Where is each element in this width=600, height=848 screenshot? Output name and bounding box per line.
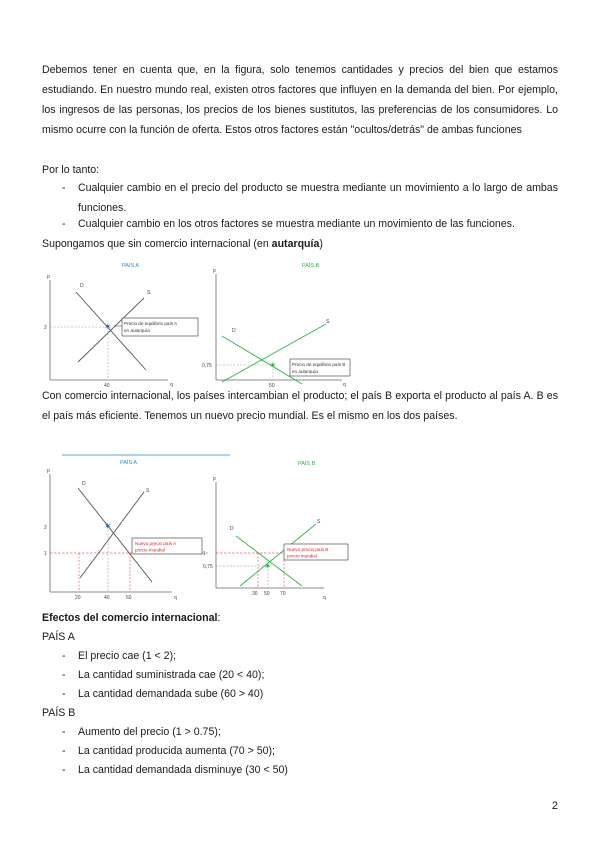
country-a-demand-label: D <box>80 283 84 289</box>
country-b-effect: Aumento del precio (1 > 0.75); <box>78 726 221 738</box>
bullet-dash: - <box>62 669 66 681</box>
country-a-supply-line <box>80 492 144 578</box>
country-a-q-axis-label: q <box>170 382 173 388</box>
country-a-price-tick-2: 2 <box>44 525 47 531</box>
country-b-supply-label: S <box>317 519 321 525</box>
country-a-p-axis-label: p <box>47 468 50 474</box>
bullet-dash: - <box>62 764 66 776</box>
country-a-quantity-tick-20: 20 <box>75 595 81 600</box>
country-b-quantity-tick-30: 30 <box>252 591 258 597</box>
country-a-p-axis-label: p <box>47 274 50 280</box>
country-b-quantity-tick-50: 50 <box>264 591 270 597</box>
country-a-q-axis-label: q <box>174 595 177 600</box>
effects-heading <box>42 608 220 628</box>
country-b-axes <box>216 482 324 588</box>
bullet-dash: - <box>62 182 66 194</box>
country-a-quantity-tick: 40 <box>104 383 110 389</box>
country-b-note-line-1: Nuevo precio país B <box>287 547 329 552</box>
country-b-note-line-2: en autarquía <box>292 369 318 374</box>
country-b-p-axis-label: p <box>213 476 216 482</box>
country-a-effect: El precio cae (1 < 2); <box>78 650 177 662</box>
country-b-supply-label: S <box>326 319 330 325</box>
country-b-q-axis-label: q <box>323 595 326 600</box>
country-b-effect: La cantidad demandada disminuye (30 < 50) <box>78 764 288 776</box>
country-a-price-tick: 2 <box>44 325 47 331</box>
country-a-note-line-1: Nuevo precio país A <box>135 541 177 546</box>
autarquia-text-before: Supongamos que sin comercio internacional (en <box>42 238 272 250</box>
bullet-item: Cualquier cambio en el precio del producto se muestra mediante un movimiento a lo largo de ambas funciones. <box>78 182 558 214</box>
country-a-equilibrium-star-icon: ✶ <box>104 521 112 531</box>
country-a-price-tick-1: 1 <box>44 551 47 557</box>
country-b-demand-label: D <box>232 328 236 334</box>
figure-international-trade <box>40 452 360 600</box>
bullet-dash: - <box>62 650 66 662</box>
country-b-demand-label: D <box>230 526 234 532</box>
country-a-equilibrium-star-icon: ✶ <box>104 321 112 332</box>
country-a-title: PAÍS A <box>122 263 140 269</box>
country-a-note-line-2: precio mundial <box>135 547 165 553</box>
country-a-effect: La cantidad suministrada cae (20 < 40); <box>78 669 265 681</box>
country-a-demand-line <box>78 488 152 582</box>
por-lo-tanto-label: Por lo tanto: <box>42 164 100 176</box>
country-b-p-axis-label: p <box>213 268 216 274</box>
country-a-supply-label: S <box>147 290 151 296</box>
country-b-equilibrium-star-icon: ✶ <box>264 561 272 571</box>
country-a-note-line-1: Precio de equilibrio país A <box>124 321 178 326</box>
country-b-heading: PAÍS B <box>42 707 76 719</box>
effects-colon: : <box>217 612 221 624</box>
country-b-title: PAÍS B <box>302 263 320 269</box>
autarquia-line <box>42 234 323 254</box>
country-b-equilibrium-star-icon: ✶ <box>269 360 277 370</box>
autarquia-bold: autarquía <box>271 238 320 250</box>
country-b-quantity-tick: 50 <box>269 383 275 389</box>
country-b-title: PAÍS B <box>298 461 316 467</box>
country-b-effect: La cantidad producida aumenta (70 > 50); <box>78 745 276 757</box>
bullet-item: Cualquier cambio en los otros factores se muestra mediante un movimiento de las funciones. <box>78 218 515 230</box>
country-a-quantity-tick-40: 40 <box>104 595 110 600</box>
country-b-price-tick: 0,75 <box>202 363 212 369</box>
bullet-dash: - <box>62 726 66 738</box>
country-b-quantity-tick-70: 70 <box>280 591 286 597</box>
bullet-dash: - <box>62 218 66 230</box>
country-b-price-tick-1: 1 <box>203 551 206 557</box>
country-a-effect: La cantidad demandada sube (60 > 40) <box>78 688 264 700</box>
page-number: 2 <box>551 800 558 812</box>
autarquia-text-after: ) <box>319 238 323 250</box>
intro-paragraph: Debemos tener en cuenta que, en la figura, solo tenemos cantidades y precios del bien que estamos estudiando. En nuestro mundo real, existen otros factores que influyen en la demanda del bien. Por ejemplo, los ingresos de las personas, los precios de los bienes sustitutos, las preferencias de los consumidores. Lo mismo ocurre con la función de oferta. Estos otros factores están "ocultos/detrás" de ambas funciones <box>42 64 558 136</box>
country-a-quantity-tick-60: 60 <box>126 595 132 600</box>
country-b-note-line-2: precio mundial <box>287 553 317 559</box>
country-a-demand-label: D <box>82 481 86 487</box>
bullet-dash: - <box>62 688 66 700</box>
country-a-title: PAÍS A <box>120 460 138 466</box>
trade-paragraph: Con comercio internacional, los países intercambian el producto; el país B exporta el producto al país A. B es el país más eficiente. Tenemos un nuevo precio mundial. Es el mismo en los dos países. <box>42 390 558 422</box>
country-a-heading: PAÍS A <box>42 631 75 643</box>
country-b-note-line-1: Precio de equilibrio país B <box>292 362 346 367</box>
effects-title: Efectos del comercio internacional <box>42 612 218 624</box>
country-a-supply-label: S <box>146 488 150 494</box>
bullet-dash: - <box>62 745 66 757</box>
country-a-note-line-2: en autarquía <box>124 328 150 333</box>
figure-autarky <box>40 256 360 390</box>
country-b-q-axis-label: q <box>343 382 346 388</box>
country-a-axes <box>50 474 172 592</box>
country-b-price-tick-075: 0,75 <box>203 564 213 570</box>
